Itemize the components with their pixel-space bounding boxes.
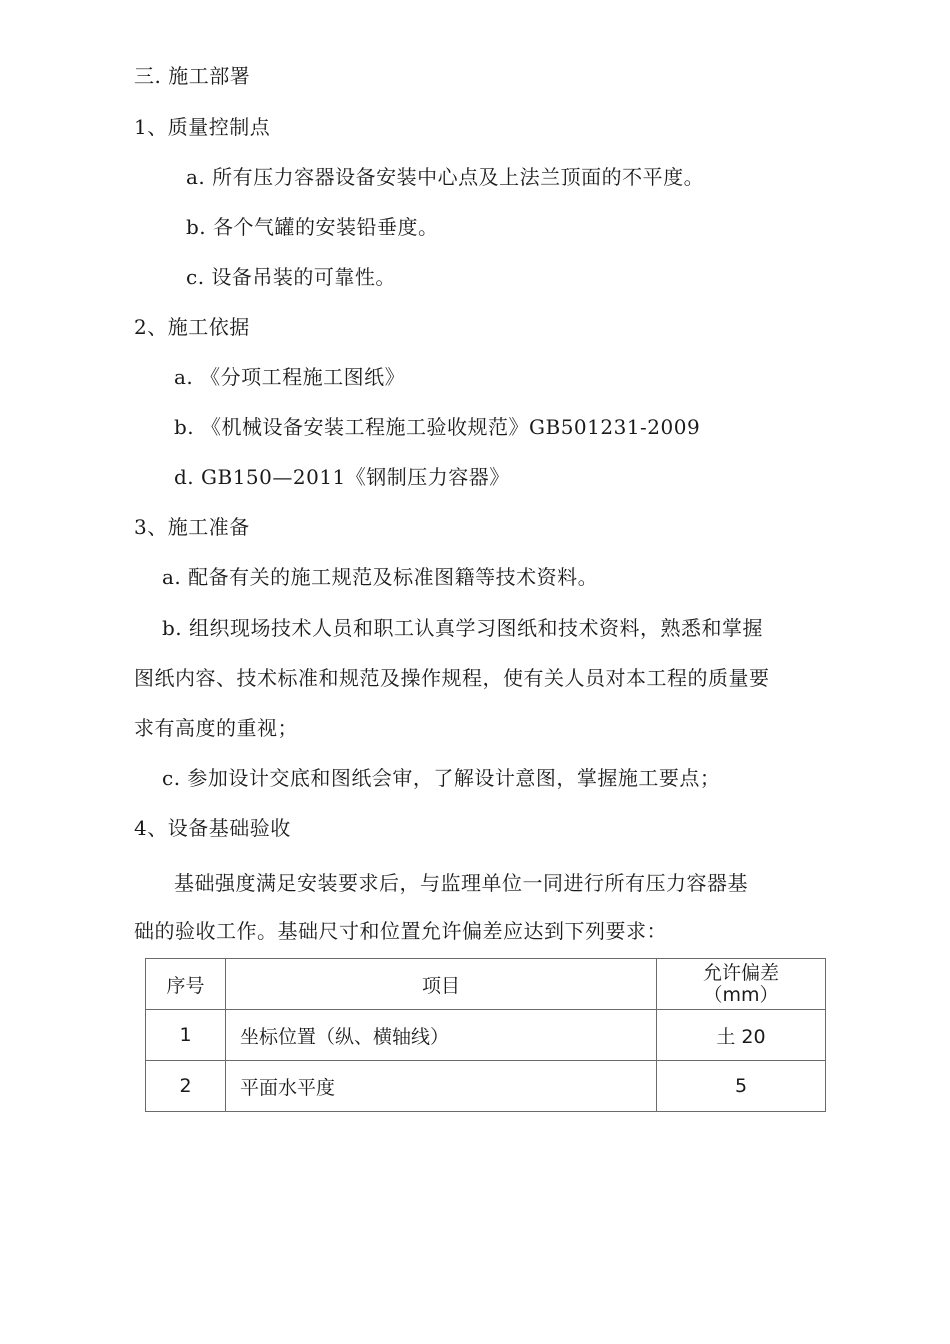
list-item: b. 《机械设备安装工程施工验收规范》GB501231-2009: [174, 415, 701, 439]
table-header-row: [146, 959, 826, 1010]
paragraph-line: 基础强度满足安装要求后，与监理单位一同进行所有压力容器基: [174, 871, 748, 895]
paragraph-line: b. 组织现场技术人员和职工认真学习图纸和技术资料，熟悉和掌握: [162, 616, 764, 640]
header-tolerance-line1: 允许偏差: [702, 962, 779, 984]
cell-item: 坐标位置（纵、横轴线）: [226, 1010, 657, 1061]
list-item: c. 设备吊装的可靠性。: [186, 265, 396, 289]
table-row: [146, 1010, 826, 1061]
heading-construction-preparation: 3、施工准备: [134, 515, 250, 539]
list-item: a. 所有压力容器设备安装中心点及上法兰顶面的不平度。: [186, 165, 705, 189]
paragraph-line: 础的验收工作。基础尺寸和位置允许偏差应达到下列要求：: [134, 919, 667, 943]
header-cell-tolerance: [657, 959, 826, 1010]
cell-item: 平面水平度: [226, 1061, 657, 1112]
header-tolerance-line2: （mm）: [703, 984, 779, 1006]
cell-no: 1: [146, 1010, 226, 1061]
paragraph-line: 图纸内容、技术标准和规范及操作规程，使有关人员对本工程的质量要: [134, 666, 770, 690]
header-cell-item: 项目: [226, 959, 657, 1010]
paragraph-line: 求有高度的重视；: [134, 716, 298, 740]
cell-tolerance: 5: [657, 1061, 826, 1112]
list-item: a. 配备有关的施工规范及标准图籍等技术资料。: [162, 565, 599, 589]
list-item: c. 参加设计交底和图纸会审，了解设计意图，掌握施工要点；: [162, 766, 721, 790]
cell-no: 2: [146, 1061, 226, 1112]
section-title: 三. 施工部署: [134, 64, 251, 88]
list-item: a. 《分项工程施工图纸》: [174, 365, 406, 389]
heading-construction-basis: 2、施工依据: [134, 315, 250, 339]
tolerance-table: [145, 958, 826, 1112]
table-row: [146, 1061, 826, 1112]
header-cell-no: 序号: [146, 959, 226, 1010]
heading-quality-control: 1、质量控制点: [134, 115, 271, 139]
heading-foundation-acceptance: 4、设备基础验收: [134, 816, 291, 840]
cell-tolerance: 土 20: [657, 1010, 826, 1061]
list-item: b. 各个气罐的安装铅垂度。: [186, 215, 439, 239]
list-item: d. GB150—2011《钢制压力容器》: [174, 465, 510, 489]
